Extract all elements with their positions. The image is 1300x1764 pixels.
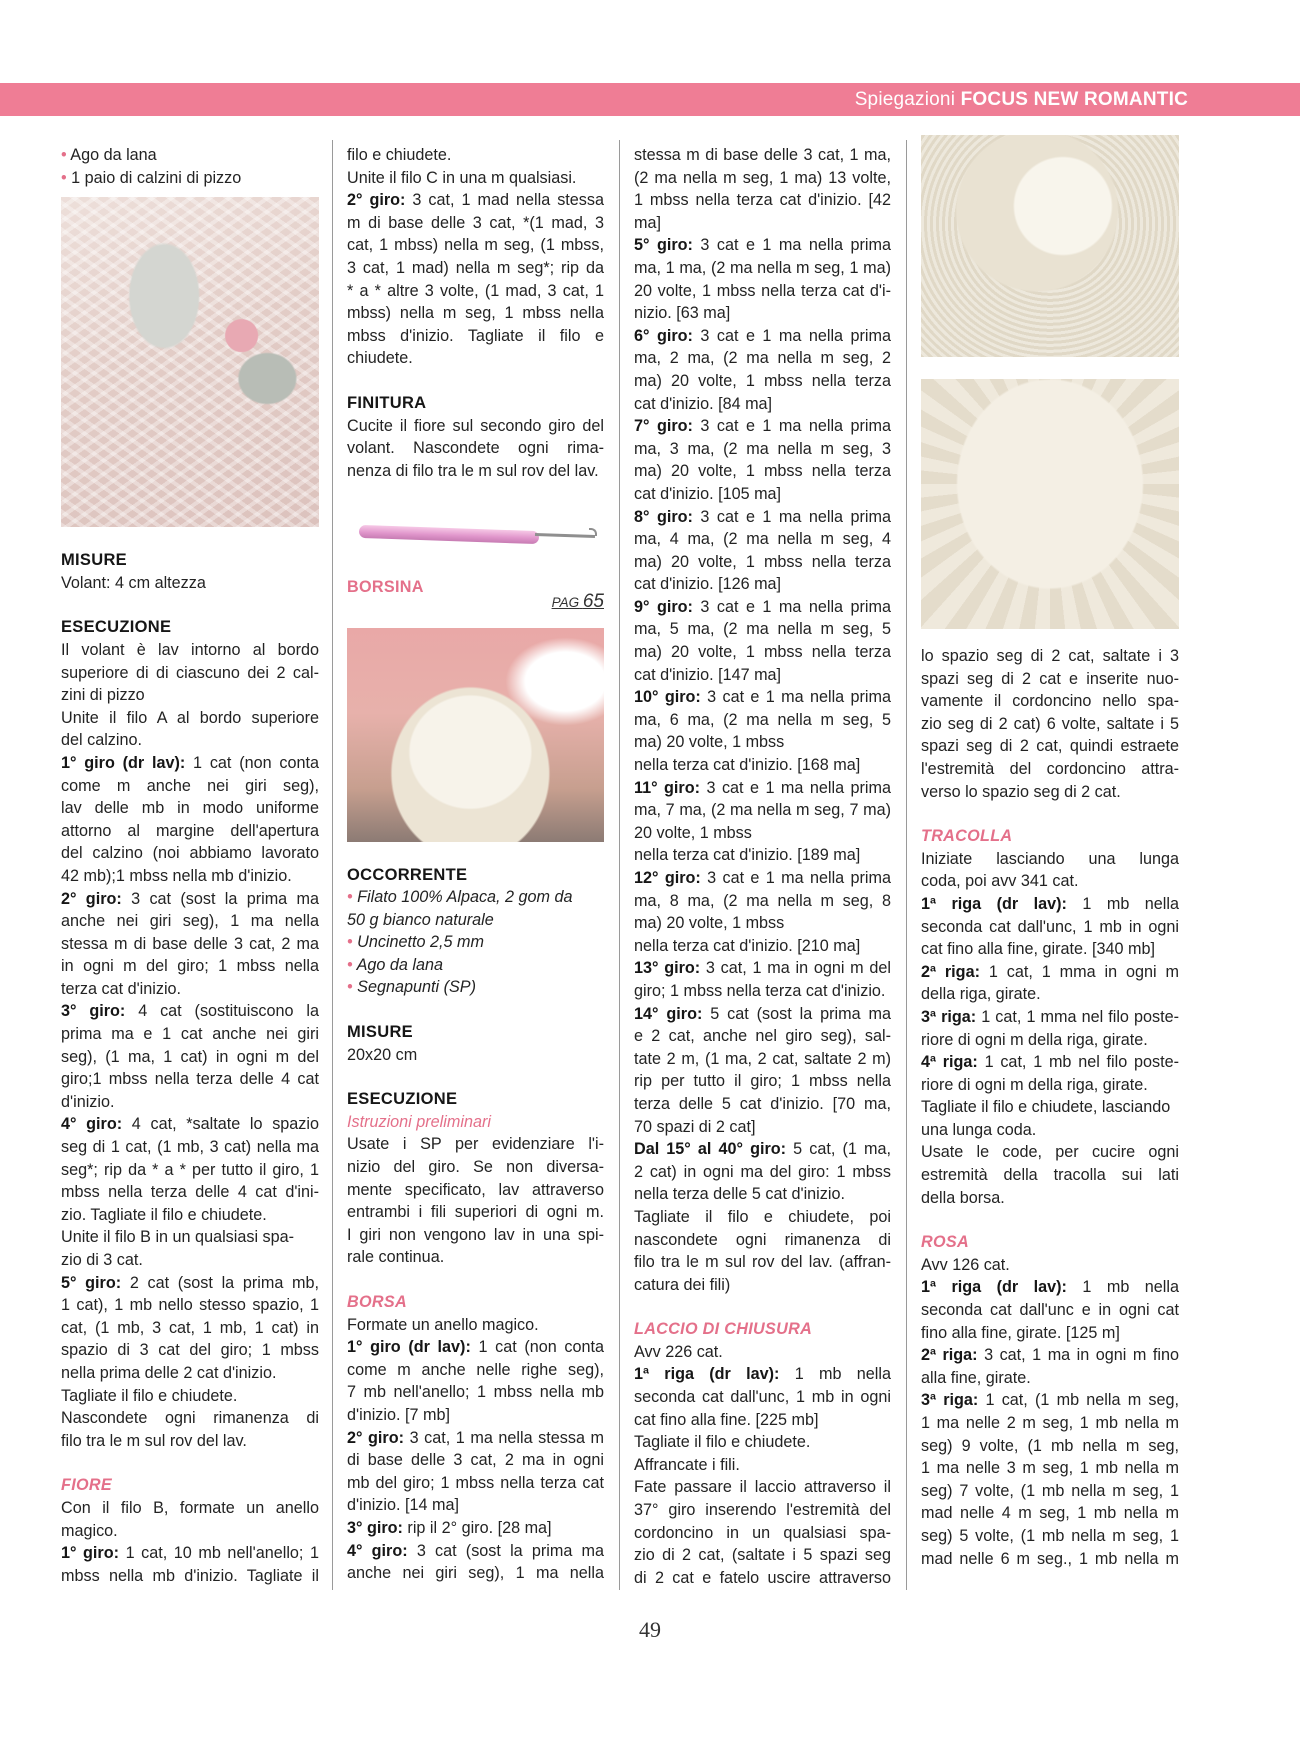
text-line: 1 cat), 1 mb nello stesso spazio, 1 xyxy=(61,1296,319,1315)
text-line: chiudete. xyxy=(347,349,413,368)
instruction-round-14 xyxy=(634,1003,891,1139)
text-line: 42 mb);1 mbss nella mb d'inizio. xyxy=(61,866,292,885)
text-line: 3 cat (sost la prima ma xyxy=(121,889,319,908)
round-label: 8° giro: xyxy=(634,507,693,526)
text-line: in ogni m del giro; 1 mbss nella xyxy=(61,957,319,976)
text-line: Usate i SP per evidenziare l'i- xyxy=(347,1135,604,1154)
page-number: 49 xyxy=(639,1617,661,1642)
text-line: nascondete ogni rimanenza di xyxy=(634,1230,891,1249)
text-line: ma) 20 volte, 1 mbss xyxy=(634,733,785,752)
list-item: • Filato 100% Alpaca, 2 gom da xyxy=(347,886,604,909)
instruction-round-9 xyxy=(634,596,891,686)
text-line: seg di 1 cat, (1 mb, 3 cat) nella ma xyxy=(61,1138,319,1157)
text-line: spazi seg di 2 cat e inserite nuo- xyxy=(921,669,1179,688)
instruction-round-12 xyxy=(634,867,891,957)
text-line: verso lo spazio seg di 2 cat. xyxy=(921,782,1121,801)
text-line: terza cat d'inizio. xyxy=(61,979,182,998)
round-label: 14° giro: xyxy=(634,1004,703,1023)
round-label: Dal 15° al 40° giro: xyxy=(634,1140,787,1159)
text-line: nenza di filo tra le m sul rov del lav. xyxy=(347,461,599,480)
text-line: seg*; rip da * a * per tutto il giro, 1 xyxy=(61,1160,319,1179)
text-line: nizio del giro. Se non diversa- xyxy=(347,1158,604,1177)
text-line: mad nelle 4 m seg, 1 mb nella m xyxy=(921,1504,1179,1523)
round-label: 1° giro (dr lav): xyxy=(61,753,186,772)
text-line: 1 cat (non conta xyxy=(470,1338,604,1357)
text-line: spazio di 3 cat del giro; 1 mbss xyxy=(61,1341,319,1360)
text-line: cat, (1 mb, 3 cat, 1 mb, 1 cat) in xyxy=(61,1318,319,1337)
text-line: ma, 1 ma, (2 ma nella m seg, 1 ma) xyxy=(634,258,891,277)
text-line: mbss nella mb d'inizio. Tagliate il xyxy=(61,1566,319,1585)
round-label: 6° giro: xyxy=(634,326,693,345)
instruction-bag-round-2 xyxy=(347,1427,604,1517)
row-label: 4ª riga: xyxy=(921,1053,978,1072)
row-label: 1ª riga (dr lav): xyxy=(921,1278,1067,1297)
crochet-bag-photo xyxy=(347,628,604,842)
text-line: cat fino alla fine, girate. [340 mb] xyxy=(921,940,1155,959)
header-title xyxy=(855,83,1188,116)
round-label: 4° giro: xyxy=(61,1115,123,1134)
text-line: cat d'inizio. [126 ma] xyxy=(634,575,782,594)
text-line: di 2 cat e fatelo uscire attraverso xyxy=(634,1568,891,1587)
text-line: una lunga coda. xyxy=(921,1120,1037,1139)
text-line: 3 cat (sost la prima ma xyxy=(407,1541,604,1560)
section-heading: ESECUZIONE xyxy=(347,1090,458,1109)
round-label: 12° giro: xyxy=(634,869,701,887)
crochet-hook-icon xyxy=(347,510,604,560)
text-line: filo e chiudete. xyxy=(347,146,452,164)
text-line: 5 cat (sost la prima ma xyxy=(702,1004,891,1023)
page-ref-label: PAG xyxy=(551,594,580,610)
text-line: cat d'inizio. [84 ma] xyxy=(634,394,773,413)
paragraph xyxy=(61,639,319,752)
instruction-strap-row-3 xyxy=(921,1006,1179,1051)
section-heading-pink: ROSA xyxy=(921,1233,969,1252)
instruction-round-3 xyxy=(61,1000,319,1113)
text-line: nella terza cat d'inizio. [189 ma] xyxy=(634,846,861,865)
text-line: ma) 20 volte, 1 mbss nella terza xyxy=(634,462,891,481)
text-line: 1 ma nelle 3 m seg, 1 mb nella m xyxy=(921,1459,1179,1478)
text-line: ma, 4 ma, (2 ma nella m seg, 4 xyxy=(634,530,891,549)
text-line: zio di 2 cat, (saltate i 5 spazi seg xyxy=(634,1546,891,1565)
instruction-bag-round-1 xyxy=(347,1336,604,1426)
text-line: d'inizio. [7 mb] xyxy=(347,1405,450,1424)
text-line: Con il filo B, formate un anello xyxy=(61,1498,319,1517)
text-line: terza delle 5 cat d'inizio. [70 ma, xyxy=(634,1094,891,1113)
instruction-round-4 xyxy=(61,1113,319,1271)
instruction-round-11 xyxy=(634,777,891,867)
subheading: Istruzioni preliminari xyxy=(347,1112,491,1131)
text-line: 1 mbss nella terza cat d'inizio. [42 xyxy=(634,191,891,210)
text-line: stessa m di base delle 3 cat, 2 ma xyxy=(61,934,319,953)
text-line: 20 volte, 1 mbss xyxy=(634,823,752,842)
text-line: 3 cat, 1 ma nella stessa m xyxy=(404,1428,604,1447)
text-line: ma, 8 ma, (2 ma nella m seg, 8 xyxy=(634,891,891,910)
text-line: 37° giro inserendo l'estremità del xyxy=(634,1501,891,1520)
instruction-cord-row-1 xyxy=(634,1363,891,1589)
text-line: rale continua. xyxy=(347,1248,445,1267)
text-line: 3 cat e 1 ma nella prima xyxy=(692,417,891,436)
row-label: 2ª riga: xyxy=(921,962,980,981)
text-line: 3 cat, 1 mad nella stessa xyxy=(405,191,604,210)
text-line: 4 cat (sostituiscono la xyxy=(125,1002,319,1021)
text-line: giro;1 mbss nella terza delle 4 cat xyxy=(61,1070,319,1089)
instruction-round-5 xyxy=(634,234,891,324)
text-line: seg) 5 volte, (1 mb nella m seg, 1 xyxy=(921,1526,1179,1545)
text-line: zio seg di 2 cat) 6 volte, saltate i 5 xyxy=(921,714,1179,733)
text-line: 2 cat) in ogni ma del giro: 1 mbss xyxy=(634,1162,891,1181)
instruction-flower-round-1 xyxy=(61,1542,319,1587)
round-label: 2° giro: xyxy=(347,1428,405,1447)
instruction-round-6 xyxy=(634,325,891,415)
text-line: riore di ogni m della riga, girate. xyxy=(921,1075,1148,1094)
instruction-round-5 xyxy=(61,1272,319,1453)
instruction-rose-row-2 xyxy=(921,1344,1179,1389)
page-ref-number: 65 xyxy=(582,590,604,612)
text-line: d'inizio. xyxy=(61,1092,115,1111)
text-line: coda, poi avv 341 cat. xyxy=(921,872,1079,891)
column-3 xyxy=(634,144,891,1589)
round-label: 7° giro: xyxy=(634,417,693,436)
instruction-flower-round-2 xyxy=(347,189,604,370)
body-text: Volant: 4 cm altezza xyxy=(61,573,206,592)
text-line: 1 cat, 1 mma in ogni m xyxy=(979,962,1179,981)
text-line: Fate passare il laccio attraverso il xyxy=(634,1478,891,1497)
text-line: ma, 5 ma, (2 ma nella m seg, 5 xyxy=(634,620,891,639)
text-line: Avv 226 cat. xyxy=(634,1342,723,1361)
section-heading: OCCORRENTE xyxy=(347,865,468,884)
text-line: seconda cat dall'unc, 1 mb in ogni xyxy=(921,917,1179,936)
text-line: Tagliate il filo e chiudete. xyxy=(61,1386,238,1405)
text-line: riore di ogni m della riga, girate. xyxy=(921,1030,1148,1049)
text-line: volant. Nascondete ogni rima- xyxy=(347,439,604,458)
text-line: ma, 7 ma, (2 ma nella m seg, 7 ma) xyxy=(634,801,891,820)
page-reference xyxy=(347,590,604,622)
round-label: 4° giro: xyxy=(347,1541,408,1560)
text-line: Avv 126 cat. xyxy=(921,1255,1010,1274)
text-line: ma, 3 ma, (2 ma nella m seg, 3 xyxy=(634,439,891,458)
text-line: 70 spazi di 2 cat] xyxy=(634,1117,756,1136)
text-line: 1 cat, (1 mb nella m seg, xyxy=(978,1391,1179,1410)
text-line: Cucite il fiore sul secondo giro del xyxy=(347,416,604,435)
text-line: anche nei giri seg), 1 ma nella xyxy=(347,1564,604,1583)
list-item: • Ago da lana xyxy=(347,954,604,977)
instruction-strap-row-1 xyxy=(921,893,1179,961)
text-line: alla fine, girate. xyxy=(921,1368,1031,1387)
text-line: 1 mb nella xyxy=(1066,1278,1179,1297)
body-text: 20x20 cm xyxy=(347,1045,418,1064)
row-label: 2ª riga: xyxy=(921,1346,978,1365)
text-line: attorno al margine dell'apertura xyxy=(61,821,319,840)
text-line: mente specificato, lav attraverso xyxy=(347,1180,604,1199)
text-line: zio di 3 cat. xyxy=(61,1251,143,1269)
text-line: Formate un anello magico. xyxy=(347,1315,539,1334)
section-heading-pink: BORSA xyxy=(347,1293,407,1311)
text-line: e 2 cat, anche nel giro seg), sal- xyxy=(634,1027,891,1046)
instruction-strap-row-2 xyxy=(921,961,1179,1006)
column-1 xyxy=(61,144,319,1587)
section-heading: MISURE xyxy=(347,1023,413,1042)
text-line: mbss d'inizio. Tagliate il filo e xyxy=(347,326,604,345)
text-line: tate 2 m, (1 ma, 2 cat, saltate 2 m) xyxy=(634,1049,891,1068)
text-line: ma, 2 ma, (2 ma nella m seg, 2 xyxy=(634,349,891,368)
text-line: 3 cat, 1 ma in ogni m del xyxy=(700,959,891,978)
text-line: estremità della tracolla sui lati xyxy=(921,1166,1179,1185)
text-line: come m anche nei giri seg), xyxy=(61,776,319,795)
text-line: 1 mb nella xyxy=(1066,894,1179,913)
text-line: catura dei fili) xyxy=(634,1275,731,1294)
text-line: 1 cat (non conta xyxy=(185,753,319,772)
header-band xyxy=(0,83,1300,116)
text-line: 2 cat (sost la prima mb, xyxy=(121,1273,319,1292)
crochet-bag-base-photo xyxy=(921,379,1179,629)
round-label: 1° giro: xyxy=(61,1544,120,1563)
round-label: 10° giro: xyxy=(634,688,701,707)
text-line: anche nei giri seg), 1 ma nella xyxy=(61,912,319,931)
text-line: seconda cat dall'unc, 1 mb in ogni xyxy=(634,1388,891,1407)
text-line: cat fino alla fine. [225 mb] xyxy=(634,1410,819,1429)
crochet-rose-photo xyxy=(921,135,1179,357)
round-label: 5° giro: xyxy=(61,1273,122,1292)
instruction-round-7 xyxy=(634,415,891,505)
instruction-round-13 xyxy=(634,957,891,1002)
text-line: rip per tutto il giro; 1 mbss nella xyxy=(634,1072,891,1091)
round-label: 9° giro: xyxy=(634,597,693,616)
list-item: • 1 paio di calzini di pizzo xyxy=(61,167,319,190)
text-line: entrambi i fili superiori di ogni m. xyxy=(347,1203,604,1222)
text-line: cordoncino in un qualsiasi spa- xyxy=(634,1523,891,1542)
text-line: 4 cat, *saltate lo spazio xyxy=(122,1115,319,1134)
text-line: nella terza cat d'inizio. [168 ma] xyxy=(634,756,861,775)
text-line: Usate le code, per cucire ogni xyxy=(921,1143,1179,1162)
header-prefix: Spiegazioni xyxy=(854,89,956,110)
text-line: nella prima delle 2 cat d'inizio. xyxy=(61,1363,277,1382)
round-label: 2° giro: xyxy=(347,191,406,210)
text-line: zio. Tagliate il filo e chiudete. xyxy=(61,1205,267,1224)
text-line: rip il 2° giro. [28 ma] xyxy=(402,1518,552,1537)
text-line: 3 cat e 1 ma nella prima xyxy=(700,778,891,797)
instruction-round-8 xyxy=(634,506,891,596)
header-magazine-title: FOCUS NEW ROMANTIC xyxy=(960,89,1188,110)
text-line: 3 cat, 1 ma in ogni m fino xyxy=(977,1346,1179,1365)
text-line: Tagliate il filo e chiudete. xyxy=(634,1433,811,1452)
section-heading-pink: BORSINA xyxy=(347,578,424,597)
text-line: seg) 9 volte, (1 mb nella m seg, xyxy=(921,1436,1179,1455)
text-line: 1 cat, 1 mb nel filo poste- xyxy=(977,1053,1179,1072)
text-line: giro; 1 mbss nella terza cat d'inizio. xyxy=(634,981,886,1000)
round-label: 11° giro: xyxy=(634,778,701,797)
text-line: cat d'inizio. [147 ma] xyxy=(634,665,782,684)
text-line: 1 cat, 1 mma nel filo poste- xyxy=(976,1007,1179,1026)
text-line: nella terza delle 5 cat d'inizio. xyxy=(634,1185,845,1204)
text-line: nella terza cat d'inizio. [210 ma] xyxy=(634,936,861,955)
text-line: zini di pizzo xyxy=(61,686,145,705)
text-line: l'estremità del cordoncino attra- xyxy=(921,759,1179,778)
column-divider xyxy=(332,140,333,1590)
text-line: Tagliate il filo e chiudete, lasciando xyxy=(921,1098,1171,1117)
text-line: filo tra le m sul rov del lav. (affran- xyxy=(634,1253,891,1272)
list-item: • Uncinetto 2,5 mm xyxy=(347,931,604,954)
text-line: 7 mb nell'anello; 1 mbss nella mb xyxy=(347,1383,604,1402)
text-line: 3 cat e 1 ma nella prima xyxy=(692,236,891,255)
text-line: cat d'inizio. [105 ma] xyxy=(634,484,782,503)
text-line: seg) 7 volte, (1 mb nella m seg, 1 xyxy=(921,1481,1179,1500)
text-line: prima ma e 1 cat anche nei giri xyxy=(61,1025,319,1044)
text-line: Unite il filo A al bordo superiore xyxy=(61,708,319,727)
list-item: • Ago da lana xyxy=(61,144,319,167)
text-line: della borsa. xyxy=(921,1188,1005,1207)
text-line: d'inizio. [14 ma] xyxy=(347,1496,459,1515)
round-label: 5° giro: xyxy=(634,236,693,255)
text-line: nizio. [63 ma] xyxy=(634,304,731,323)
text-line: 20 volte, 1 mbss nella terza cat d'i- xyxy=(634,281,891,300)
text-line: Tagliate il filo e chiudete, poi xyxy=(634,1207,891,1226)
row-label: 3ª riga: xyxy=(921,1007,977,1026)
text-line: ma) 20 volte, 1 mbss nella terza xyxy=(634,371,891,390)
text-line: cat, 1 mbss) nella m seg, (1 mbss, xyxy=(347,236,604,255)
text-line: ma) 20 volte, 1 mbss nella terza xyxy=(634,552,891,571)
round-label: 1° giro (dr lav): xyxy=(347,1338,471,1357)
text-line: Affrancate i fili. xyxy=(634,1455,740,1474)
text-line: lo spazio seg di 2 cat, saltate i 3 xyxy=(921,647,1179,665)
text-line: di base delle 3 cat, 2 ma in ogni xyxy=(347,1451,604,1470)
text-line: Iniziate lasciando una lunga xyxy=(921,849,1179,868)
instruction-rose-row-1 xyxy=(921,1276,1179,1344)
instruction-round-2 xyxy=(61,888,319,1001)
text-line: magico. xyxy=(61,1521,118,1540)
text-line: spazi seg di 2 cat, quindi estraete xyxy=(921,737,1179,756)
instruction-strap-row-4 xyxy=(921,1051,1179,1209)
text-line: 3 cat e 1 ma nella prima xyxy=(692,326,891,345)
text-line: mb del giro; 1 mbss nella terza cat xyxy=(347,1473,604,1492)
row-label: 1ª riga (dr lav): xyxy=(634,1365,780,1384)
instruction-rounds-15-40 xyxy=(634,1138,891,1296)
instruction-round-1 xyxy=(61,752,319,888)
column-divider xyxy=(906,140,907,1590)
text-line: 3 cat e 1 ma nella prima xyxy=(700,688,891,707)
text-line: * a * altre 3 volte, (1 mad, 3 cat, 1 xyxy=(347,281,604,300)
text-line: stessa m di base delle 3 cat, 1 ma, xyxy=(634,146,891,164)
text-line: 5 cat, (1 ma, xyxy=(786,1140,891,1159)
text-line: superiore di di ciascuno dei 2 cal- xyxy=(61,663,319,682)
round-label: 2° giro: xyxy=(61,889,122,908)
text-line: Il volant è lav intorno al bordo xyxy=(61,640,319,659)
text-line: ma) 20 volte, 1 mbss nella terza xyxy=(634,643,891,662)
text-line: fino alla fine, girate. [125 m] xyxy=(921,1323,1120,1342)
text-line: (2 ma nella m seg, 1 ma) 13 volte, xyxy=(634,168,891,187)
text-line: lav delle mb in modo uniforme xyxy=(61,799,319,818)
text-line: mad nelle 6 m seg., 1 mb nella m xyxy=(921,1549,1179,1568)
text-line: ma) 20 volte, 1 mbss xyxy=(634,914,785,933)
round-label: 3° giro: xyxy=(61,1002,126,1021)
column-2 xyxy=(347,144,604,1585)
section-heading-pink: FIORE xyxy=(61,1476,112,1495)
text-line: Nascondete ogni rimanenza di xyxy=(61,1409,319,1428)
list-item: • Segnapunti (SP) xyxy=(347,976,604,999)
instruction-bag-round-4 xyxy=(347,1540,604,1585)
text-line: filo tra le m sul rov del lav. xyxy=(61,1431,247,1450)
round-label: 3° giro: xyxy=(347,1518,403,1537)
text-line: del calzino. xyxy=(61,731,142,750)
text-line: m di base delle 3 cat, *(1 mad, 3 xyxy=(347,213,604,232)
text-line: Unite il filo C in una m qualsiasi. xyxy=(347,168,577,187)
instruction-round-10 xyxy=(634,686,891,776)
text-line: 3 cat, 1 mad) nella m seg*; rip da xyxy=(347,258,604,277)
text-line: come m anche nelle righe seg), xyxy=(347,1360,604,1379)
text-line: 1 ma nelle 2 m seg, 1 mb nella m xyxy=(921,1414,1179,1432)
instruction-rose-row-3 xyxy=(921,1389,1179,1570)
text-line: mbss) nella m seg, 1 mbss nella xyxy=(347,304,604,323)
text-line: ma] xyxy=(634,213,661,232)
section-heading: MISURE xyxy=(61,551,127,570)
text-line: mbss nella terza delle 4 cat d'ini- xyxy=(61,1183,319,1202)
text-line: 1 mb nella xyxy=(779,1365,891,1384)
column-4 xyxy=(921,138,1179,1570)
text-line: vamente il cordoncino nello spa- xyxy=(921,692,1179,711)
text-line: della riga, girate. xyxy=(921,985,1041,1004)
text-line: seconda cat dall'unc e in ogni cat xyxy=(921,1301,1179,1320)
section-heading: ESECUZIONE xyxy=(61,618,172,637)
text-line: 3 cat e 1 ma nella prima xyxy=(700,869,891,887)
column-divider xyxy=(619,140,620,1590)
lace-socks-photo xyxy=(61,197,319,527)
text-line: 3 cat e 1 ma nella prima xyxy=(692,597,891,616)
text-line: seg), (1 ma, 1 cat) in ogni m del xyxy=(61,1047,319,1066)
round-label: 13° giro: xyxy=(634,959,701,978)
text-line: I giri non vengono lav in una spi- xyxy=(347,1225,604,1244)
text-line: del calzino (noi abbiamo lavorato xyxy=(61,844,319,863)
section-heading-pink: LACCIO DI CHIUSURA xyxy=(634,1320,813,1339)
text-line: ma, 6 ma, (2 ma nella m seg, 5 xyxy=(634,710,891,729)
text-line: 1 cat, 10 mb nell'anello; 1 xyxy=(119,1544,319,1563)
text-line: 3 cat e 1 ma nella prima xyxy=(692,507,891,526)
row-label: 1ª riga (dr lav): xyxy=(921,894,1067,913)
section-heading-pink: TRACOLLA xyxy=(921,827,1013,846)
row-label: 3ª riga: xyxy=(921,1391,979,1410)
text-line: Unite il filo B in un qualsiasi spa- xyxy=(61,1228,295,1247)
list-item: 50 g bianco naturale xyxy=(347,910,494,929)
section-heading: FINITURA xyxy=(347,393,427,412)
